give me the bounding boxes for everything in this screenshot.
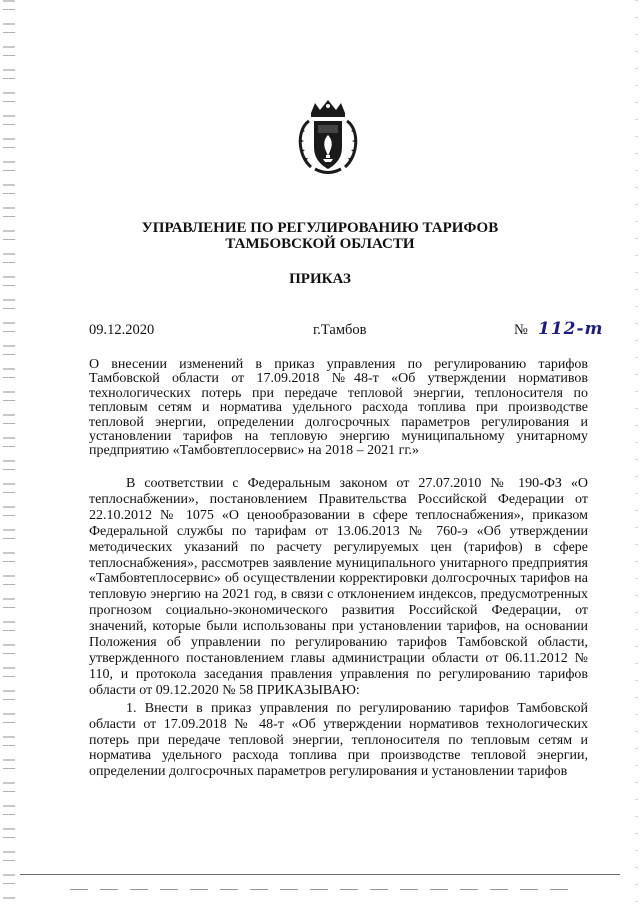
scan-edge-left [3, 0, 15, 905]
order-item-1: 1. Внести в приказ управления по регулированию тарифов Тамбовской области от 17.09.2018 № 48-т «Об утверждении нормативов технологических потерь при передаче тепловой энергии, теплоносителя по тепловым сетям и норматива удельного расхода топлива при производстве тепловой энергии, определении долгосрочных параметров регулирования и установлении тарифов [89, 700, 588, 780]
document-type: ПРИКАЗ [289, 271, 351, 287]
document-number-label: № [514, 322, 528, 338]
document-subject: О внесении изменений в приказ управления по регулированию тарифов Тамбовской области от 17.09.2018 №48-т «Об утверждении нормативов технологических потерь при передаче тепловой энергии, теплоносителя по тепловым сетям и норматива удельного расхода топлива при производстве тепловой энергии, определении долгосрочных параметров регулирования и установлении тарифов на тепловую энергию муниципальному унитарному предприятию «Тамбовтеплосервис» на 2018 – 2021 гг.» [89, 357, 588, 459]
scan-bottom-dashes [70, 889, 580, 890]
scan-bottom-line [20, 874, 620, 875]
authority-name-line2: ТАМБОВСКОЙ ОБЛАСТИ [225, 236, 415, 252]
document-date: 09.12.2020 [89, 322, 155, 338]
document-city: г.Тамбов [313, 322, 367, 338]
coat-of-arms-icon [293, 99, 363, 177]
document-body [89, 476, 588, 780]
document-number-handwritten: 112-т [538, 319, 604, 339]
preamble-paragraph: В соответствии с Федеральным законом от 27.07.2010 № 190-ФЗ «О теплоснабжении», постановлением Правительства Российской Федерации от 22.10.2012 № 1075 «О ценообразовании в сфере теплоснабжения», приказом Федеральной службы по тарифам от 13.06.2013 № 760-э «Об утверждении методических указаний по расчету регулируемых цен (тарифов) в сфере теплоснабжения», рассмотрев заявление муниципального унитарного предприятия «Тамбовтеплосервис» об осуществлении корректировки долгосрочных тарифов на тепловую энергию на 2021 год, в связи с отклонением индексов, предусмотренных прогнозом социально-экономического развития Российской Федерации, от значений, которые были использованы при установлении тарифов, на основании Положения об управлении по регулированию тарифов Тамбовской области, утвержденного постановлением главы администрации области от 06.11.2012 № 110, и протокола заседания правления управления по регулированию тарифов области от 09.12.2020 № 58 ПРИКАЗЫВАЮ: [89, 476, 588, 698]
scan-edge-right [635, 0, 638, 905]
authority-name-line1: УПРАВЛЕНИЕ ПО РЕГУЛИРОВАНИЮ ТАРИФОВ [141, 220, 499, 236]
